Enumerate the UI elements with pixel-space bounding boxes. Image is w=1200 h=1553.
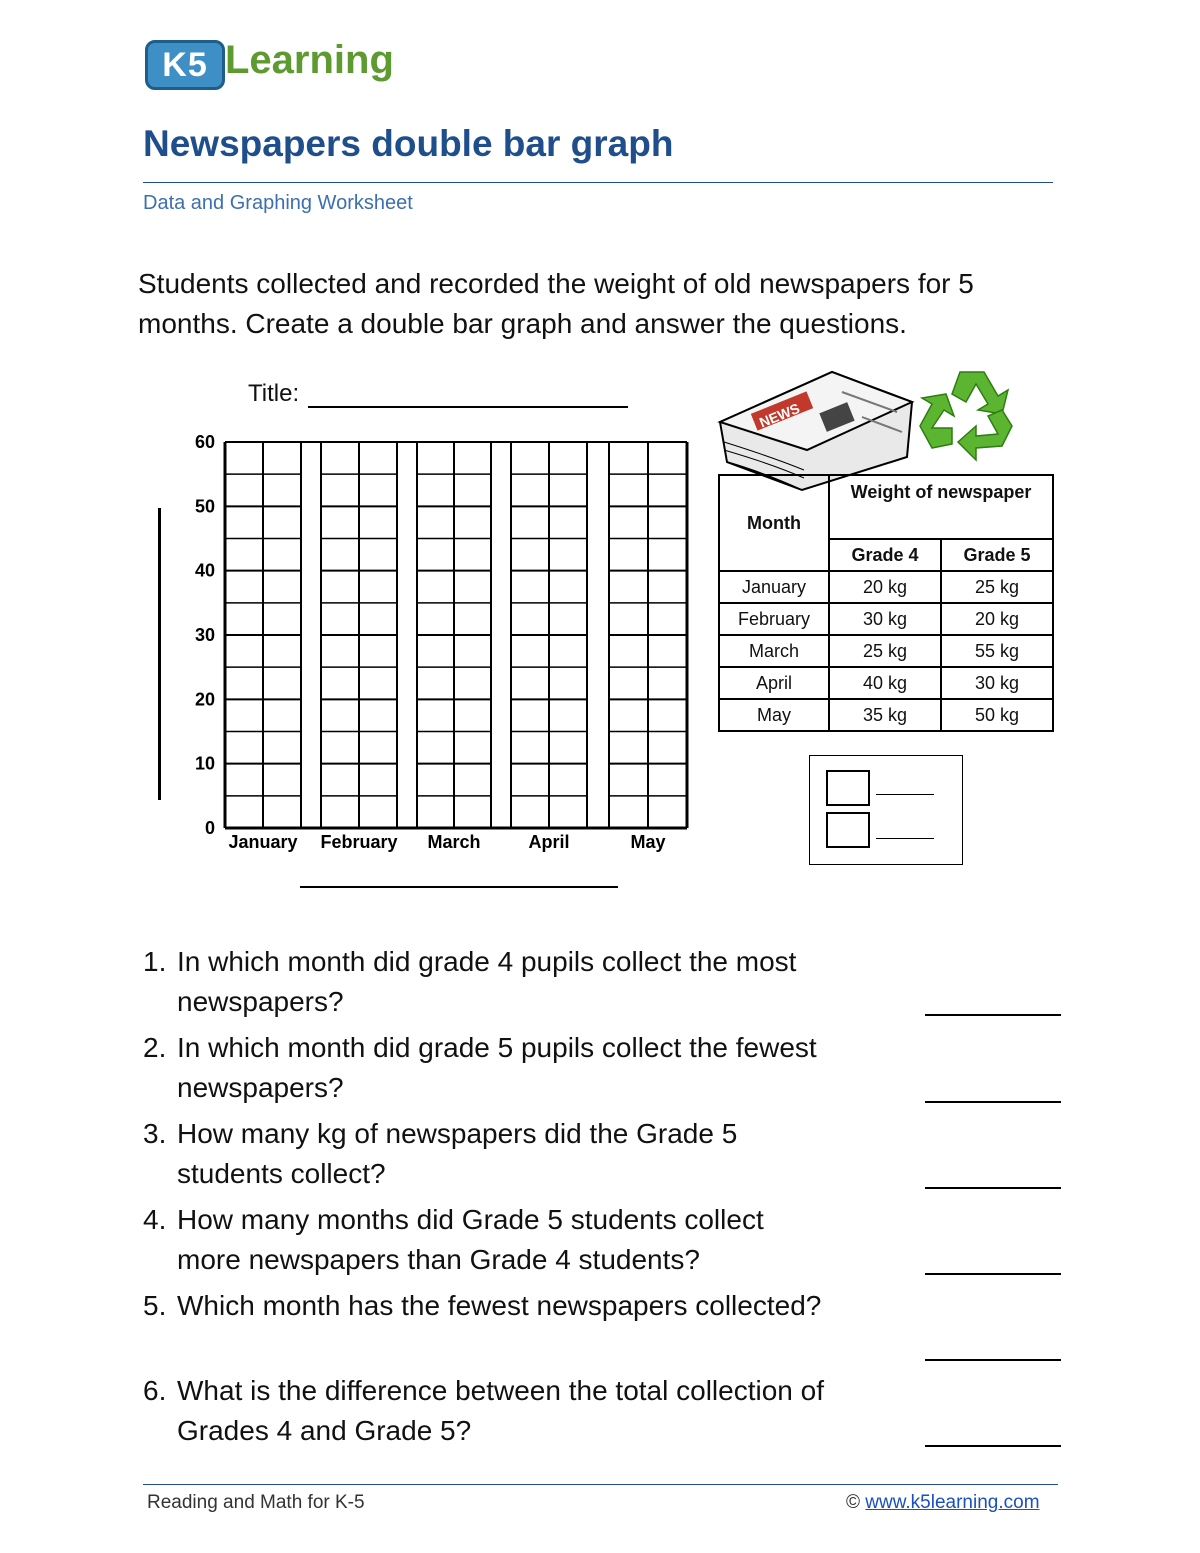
table-header-month: Month bbox=[719, 475, 829, 571]
answer-line-3[interactable] bbox=[925, 1187, 1061, 1189]
footer-tagline: Reading and Math for K-5 bbox=[147, 1492, 365, 1513]
logo-wordmark: Learning bbox=[225, 38, 394, 82]
x-tick-label: February bbox=[320, 832, 398, 852]
cell-grade4: 25 kg bbox=[829, 635, 941, 667]
cell-month: January bbox=[719, 571, 829, 603]
y-tick-label: 0 bbox=[204, 818, 215, 838]
table-row bbox=[719, 603, 1053, 635]
cell-grade4: 20 kg bbox=[829, 571, 941, 603]
question-4: 4. How many months did Grade 5 students collect more newspapers than Grade 4 students? bbox=[143, 1204, 764, 1275]
graph-title-label: Title: bbox=[248, 380, 300, 407]
cell-grade5: 20 kg bbox=[941, 603, 1053, 635]
cell-grade5: 30 kg bbox=[941, 667, 1053, 699]
cell-grade5: 25 kg bbox=[941, 571, 1053, 603]
table-row bbox=[719, 699, 1053, 731]
logo-badge: K5 bbox=[145, 40, 225, 90]
question-5: 5. Which month has the fewest newspapers collected? bbox=[143, 1290, 822, 1321]
x-tick-label: May bbox=[630, 832, 666, 852]
answer-line-6[interactable] bbox=[925, 1445, 1061, 1447]
legend-swatch-2[interactable] bbox=[826, 812, 870, 848]
recycle-icon bbox=[920, 372, 1012, 460]
legend-label-line-2 bbox=[876, 838, 934, 839]
table-header-weight: Weight of newspaper bbox=[829, 475, 1053, 539]
question-1: 1. In which month did grade 4 pupils collect the most newspapers? bbox=[143, 946, 797, 1017]
legend-label-line-1 bbox=[876, 794, 934, 795]
graph-legend bbox=[809, 755, 963, 865]
answer-line-4[interactable] bbox=[925, 1273, 1061, 1275]
cell-grade4: 30 kg bbox=[829, 603, 941, 635]
cell-grade4: 40 kg bbox=[829, 667, 941, 699]
y-tick-label: 10 bbox=[194, 753, 215, 774]
table-header-grade5: Grade 5 bbox=[941, 539, 1053, 571]
cell-grade5: 55 kg bbox=[941, 635, 1053, 667]
graph-title-answer-line bbox=[308, 406, 628, 408]
cell-month: March bbox=[719, 635, 829, 667]
newspaper-weight-table bbox=[718, 474, 1054, 732]
y-axis-label-line bbox=[158, 508, 161, 800]
y-tick-label: 50 bbox=[194, 496, 215, 517]
question-6: 6. What is the difference between the total collection of Grades 4 and Grade 5? bbox=[143, 1375, 824, 1446]
y-tick-label: 60 bbox=[194, 432, 215, 452]
svg-text:NEWS: NEWS bbox=[756, 399, 802, 431]
cell-month: May bbox=[719, 699, 829, 731]
footer-divider bbox=[143, 1484, 1058, 1485]
newspaper-icon bbox=[720, 372, 912, 490]
cell-grade4: 35 kg bbox=[829, 699, 941, 731]
k5-learning-logo bbox=[145, 28, 405, 90]
question-3: 3. How many kg of newspapers did the Grade 5 students collect? bbox=[143, 1118, 738, 1189]
footer-copyright bbox=[846, 1492, 1040, 1514]
copyright-symbol: © bbox=[846, 1492, 860, 1513]
x-tick-label: April bbox=[528, 832, 570, 852]
x-axis-label-line bbox=[300, 886, 618, 888]
question-2: 2. In which month did grade 5 pupils collect the fewest newspapers? bbox=[143, 1032, 817, 1103]
y-tick-label: 30 bbox=[194, 625, 215, 645]
answer-line-2[interactable] bbox=[925, 1101, 1061, 1103]
page-subtitle: Data and Graphing Worksheet bbox=[143, 192, 413, 214]
page-title: Newspapers double bar graph bbox=[143, 123, 674, 164]
newspaper-recycle-illustration bbox=[712, 362, 1032, 492]
answer-line-1[interactable] bbox=[925, 1014, 1061, 1016]
intro-text: Students collected and recorded the weight of old newspapers for 5 months. Create a double bar graph and answer the questions. bbox=[138, 268, 974, 339]
answer-line-5[interactable] bbox=[925, 1359, 1061, 1361]
x-tick-label: March bbox=[427, 832, 481, 852]
cell-month: February bbox=[719, 603, 829, 635]
table-row bbox=[719, 635, 1053, 667]
y-tick-label: 40 bbox=[194, 560, 215, 581]
table-row bbox=[719, 571, 1053, 603]
title-divider bbox=[143, 182, 1053, 183]
legend-swatch-1[interactable] bbox=[826, 770, 870, 806]
cell-month: April bbox=[719, 667, 829, 699]
table-header-grade4: Grade 4 bbox=[829, 539, 941, 571]
x-tick-label: January bbox=[228, 832, 298, 852]
cell-grade5: 50 kg bbox=[941, 699, 1053, 731]
blank-bar-graph-grid bbox=[185, 432, 705, 862]
table-row bbox=[719, 667, 1053, 699]
y-tick-label: 20 bbox=[194, 689, 215, 710]
footer-website-link[interactable]: www.k5learning.com bbox=[865, 1492, 1040, 1513]
